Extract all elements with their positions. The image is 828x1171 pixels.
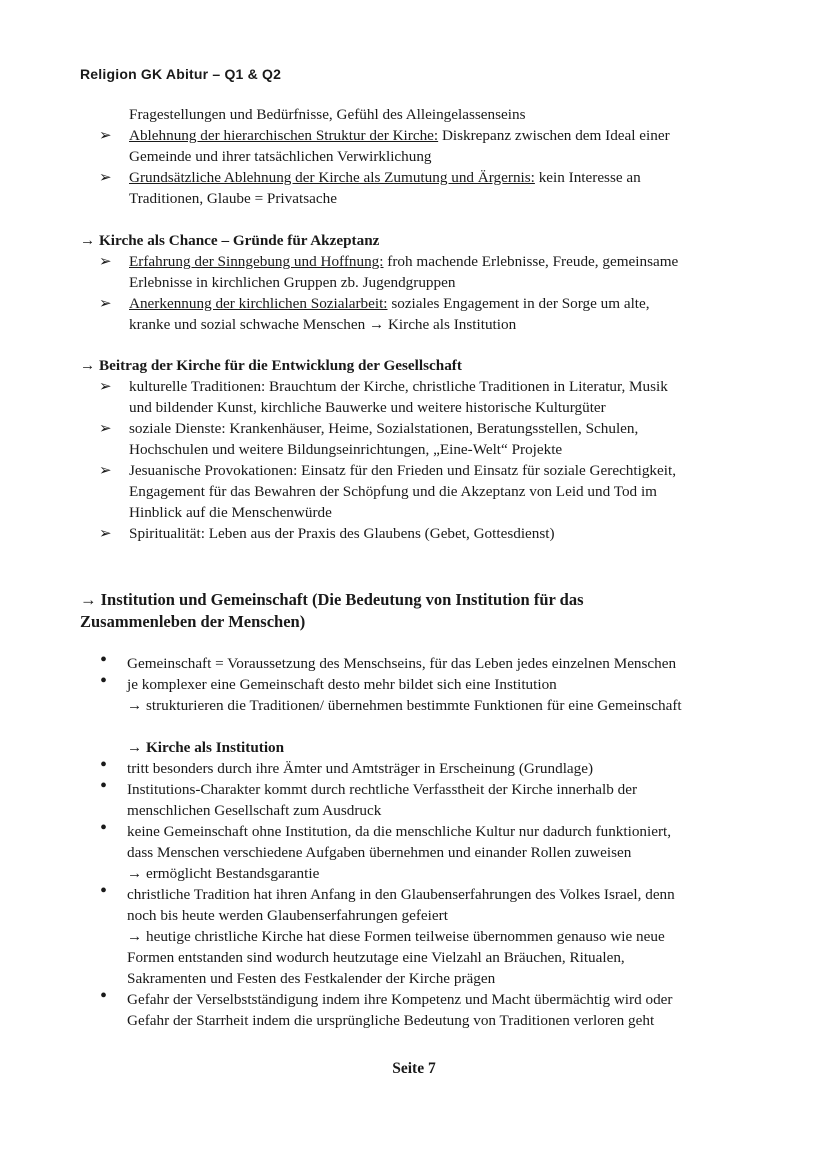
item-text: Spiritualität: Leben aus der Praxis des Glaubens (Gebet, Gottesdienst) xyxy=(129,525,555,542)
item-text: dass Menschen verschiedene Aufgaben übernehmen und einander Rollen zuweisen xyxy=(127,844,632,861)
section-heading-large xyxy=(80,589,584,633)
arrow-bullet-icon: ➢ xyxy=(99,295,112,312)
arrow-bullet-icon: ➢ xyxy=(99,420,112,437)
section-heading: → Beitrag der Kirche für die Entwicklung der Gesellschaft xyxy=(80,357,462,374)
section-institution-list xyxy=(100,754,800,1031)
item-text: christliche Tradition hat ihren Anfang in den Glaubenserfahrungen des Volkes Israel, denn xyxy=(127,886,675,903)
item-text: Engagement für das Bewahren der Schöpfung und die Akzeptanz von Leid und Tod im xyxy=(129,483,657,500)
item-text: Gefahr der Verselbstständigung indem ihre Kompetenz und Macht übermächtig wird oder xyxy=(127,991,673,1008)
dot-bullet-icon: • xyxy=(100,649,108,671)
item-text: und bildender Kunst, kirchliche Bauwerke und weitere historische Kulturgüter xyxy=(129,399,606,416)
item-text: menschlichen Gesellschaft zum Ausdruck xyxy=(127,802,382,819)
list-item xyxy=(100,649,800,674)
item-text: froh machende Erlebnisse, Freude, gemeinsame xyxy=(383,253,679,270)
section-heading: → Kirche als Chance – Gründe für Akzeptanz xyxy=(80,232,380,249)
list-item xyxy=(100,775,800,821)
section-contribution-list xyxy=(99,376,779,544)
heading-line: → Institution und Gemeinschaft (Die Bedeutung von Institution für das xyxy=(80,590,584,609)
list-item xyxy=(100,985,800,1031)
dot-bullet-icon: • xyxy=(100,775,108,797)
dot-bullet-icon: • xyxy=(100,754,108,776)
arrow-bullet-icon: ➢ xyxy=(99,253,112,270)
item-text: → heutige christliche Kirche hat diese Formen teilweise übernommen genauso wie neue xyxy=(127,928,665,945)
section-chance-list xyxy=(99,251,779,335)
item-term: Anerkennung der kirchlichen Sozialarbeit: xyxy=(129,295,388,312)
item-text: Gemeinschaft = Voraussetzung des Menschseins, für das Leben jedes einzelnen Menschen xyxy=(127,655,677,672)
item-text: Gemeinde und ihrer tatsächlichen Verwirklichung xyxy=(129,148,432,165)
item-text: Hochschulen und weitere Bildungseinrichtungen, „Eine-Welt“ Projekte xyxy=(129,441,563,458)
continuation-line: Fragestellungen und Bedürfnisse, Gefühl des Alleingelassenseins xyxy=(129,106,526,123)
dot-bullet-icon: • xyxy=(100,670,108,692)
page-number: Seite 7 xyxy=(392,1060,436,1077)
page-header-title: Religion GK Abitur – Q1 & Q2 xyxy=(80,66,282,82)
list-item xyxy=(100,817,800,884)
item-text: tritt besonders durch ihre Ämter und Amtsträger in Erscheinung (Grundlage) xyxy=(127,760,594,777)
item-text: → strukturieren die Traditionen/ übernehmen bestimmte Funktionen für eine Gemeinschaft xyxy=(127,697,682,714)
item-text: kulturelle Traditionen: Brauchtum der Kirche, christliche Traditionen in Literatur, Musik xyxy=(129,378,668,395)
list-item xyxy=(99,376,779,418)
item-text: kranke und sozial schwache Menschen → Kirche als Institution xyxy=(129,316,517,333)
heading-line: Zusammenleben der Menschen) xyxy=(80,612,306,631)
item-text: Diskrepanz zwischen dem Ideal einer xyxy=(438,127,670,144)
item-text: Formen entstanden sind wodurch heutzutage eine Vielzahl an Bräuchen, Ritualen, xyxy=(127,949,625,966)
item-text: soziales Engagement in der Sorge um alte, xyxy=(387,295,650,312)
item-text: kein Interesse an xyxy=(534,169,641,186)
list-item xyxy=(99,251,779,293)
item-text: Institutions-Charakter kommt durch rechtliche Verfasstheit der Kirche innerhalb der xyxy=(127,781,638,798)
arrow-bullet-icon: ➢ xyxy=(99,525,112,542)
subsection-heading: → Kirche als Institution xyxy=(127,739,285,756)
section-community-list xyxy=(100,649,800,716)
list-item xyxy=(99,293,779,335)
item-term: Ablehnung der hierarchischen Struktur der Kirche: xyxy=(129,127,439,144)
item-text: Traditionen, Glaube = Privatsache xyxy=(129,190,337,207)
dot-bullet-icon: • xyxy=(100,880,108,902)
arrow-bullet-icon: ➢ xyxy=(99,462,112,479)
arrow-bullet-icon: ➢ xyxy=(99,378,112,395)
item-text: Hinblick auf die Menschenwürde xyxy=(129,504,332,521)
item-text: Jesuanische Provokationen: Einsatz für den Frieden und Einsatz für soziale Gerechtigkeit, xyxy=(129,462,677,479)
item-term: Grundsätzliche Ablehnung der Kirche als Zumutung und Ärgernis: xyxy=(129,169,535,186)
item-text: keine Gemeinschaft ohne Institution, da die menschliche Kultur nur dadurch funktioniert, xyxy=(127,823,672,840)
item-text: Sakramenten und Festen des Festkalender der Kirche prägen xyxy=(127,970,496,987)
arrow-bullet-icon: ➢ xyxy=(99,169,112,186)
list-item xyxy=(99,460,779,523)
list-item xyxy=(100,880,800,989)
item-text: Erlebnisse in kirchlichen Gruppen zb. Jugendgruppen xyxy=(129,274,456,291)
item-text: noch bis heute werden Glaubenserfahrungen gefeiert xyxy=(127,907,448,924)
list-item xyxy=(100,670,800,716)
list-item xyxy=(99,167,759,209)
list-item xyxy=(99,125,759,167)
list-item xyxy=(99,523,779,544)
section-rejection-continued xyxy=(99,104,759,209)
dot-bullet-icon: • xyxy=(100,817,108,839)
dot-bullet-icon: • xyxy=(100,985,108,1007)
arrow-bullet-icon: ➢ xyxy=(99,127,112,144)
list-item xyxy=(100,754,800,779)
item-term: Erfahrung der Sinngebung und Hoffnung: xyxy=(129,253,384,270)
item-text: Gefahr der Starrheit indem die ursprüngliche Bedeutung von Traditionen verloren geht xyxy=(127,1012,655,1029)
item-text: soziale Dienste: Krankenhäuser, Heime, Sozialstationen, Beratungsstellen, Schulen, xyxy=(129,420,639,437)
item-text: je komplexer eine Gemeinschaft desto mehr bildet sich eine Institution xyxy=(127,676,557,693)
list-item xyxy=(99,418,779,460)
item-text: → ermöglicht Bestandsgarantie xyxy=(127,865,320,882)
